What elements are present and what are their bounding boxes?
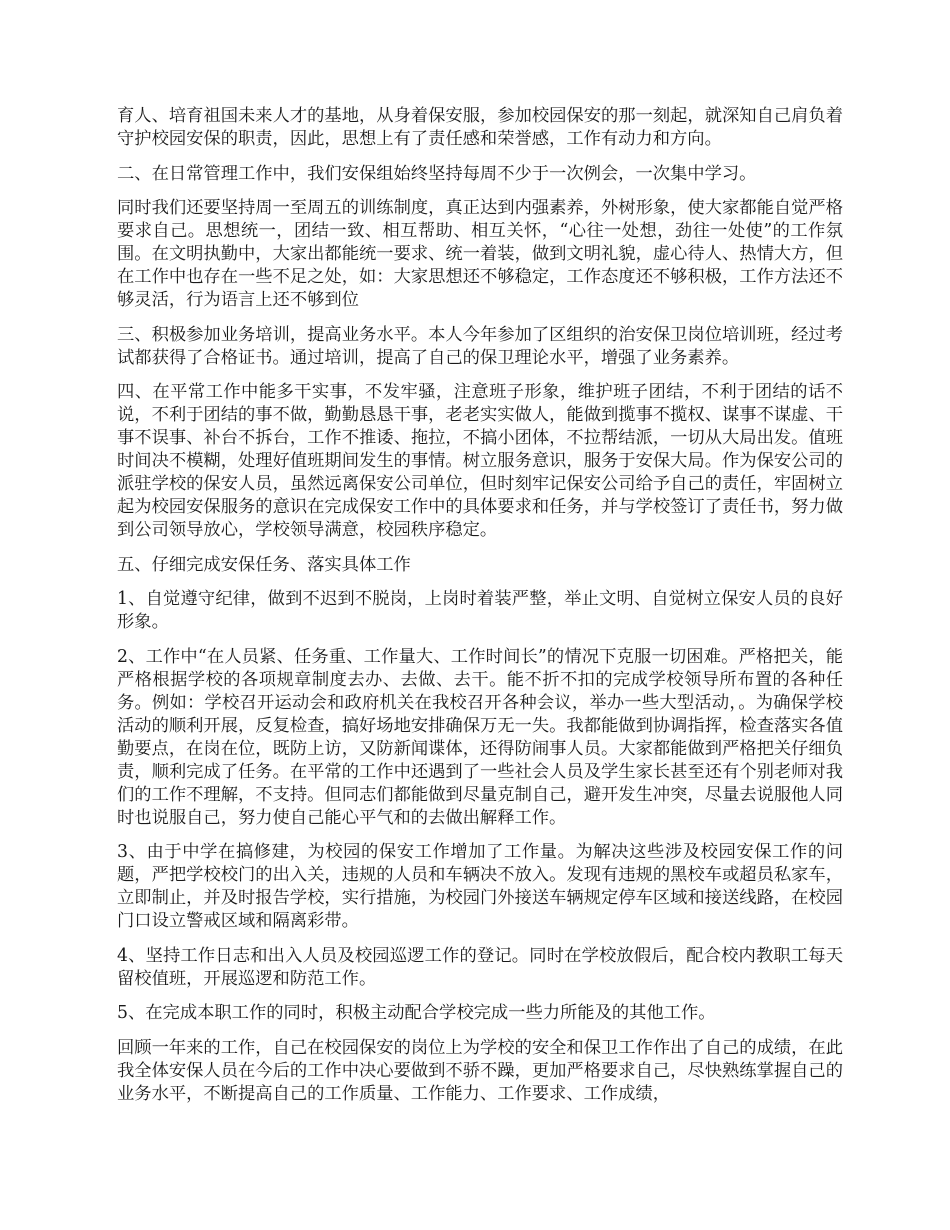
paragraph: 二、在日常管理工作中，我们安保组始终坚持每周不少于一次例会，一次集中学习。 [117,163,757,184]
paragraph: 同时我们还要坚持周一至周五的训练制度，真正达到内强素养，外树形象，使大家都能自觉严格要求自己。思想统一，团结一致、相互帮助、相互关怀，“心往一处想，劲往一处使”的工作氛围。在文明执勤中，大家出都能统一要求、统一着装，做到文明礼貌，虚心待人、热情大方，但在工作中也存在一些不足之处，如：大家思想还不够稳定，工作态度还不够积极，工作方法还不够灵活，行为语言上还不够到位 [117,198,843,310]
paragraph: 回顾一年来的工作，自己在校园保安的岗位上为学校的安全和保卫工作作出了自己的成绩，在此我全体安保人员在今后的工作中决心要做到不骄不躁，更加严格要求自己，尽快熟练掌握自己的业务水平，不断提高自己的工作质量、工作能力、工作要求、工作成绩， [117,1037,843,1104]
paragraph: 2、工作中“在人员紧、任务重、工作量大、工作时间长”的情况下克服一切困难。严格把关，能严格根据学校的各项规章制度去办、去做、去干。能不折不扣的完成学校领导所布置的各种任务。例如：学校召开运动会和政府机关在我校召开各种会议，举办一些大型活动，。为确保学校活动的顺利开展，反复检查，搞好场地安排确保万无一失。我都能做到协调指挥，检查落实各值勤要点，在岗在位，既防上访，又防新闻谍体，还得防闹事人员。大家都能做到严格把关仔细负责，顺利完成了任务。在平常的工作中还遇到了一些社会人员及学生家长甚至还有个别老师对我们的工作不理解，不支持。但同志们都能做到尽量克制自己，避开发生冲突，尽量去说服他人同时也说服自己，努力使自己能心平气和的去做出解释工作。 [117,646,843,828]
document-body [117,105,843,1117]
paragraph: 育人、培育祖国未来人才的基地，从身着保安服，参加校园保安的那一刻起，就深知自己肩负着守护校园安保的职责，因此，思想上有了责任感和荣誉感，工作有动力和方向。 [117,106,843,149]
paragraph: 5、在完成本职工作的同时，积极主动配合学校完成一些力所能及的其他工作。 [117,1003,716,1023]
section-heading: 五、仔细完成安保任务、落实具体工作 [117,554,411,575]
paragraph: 3、由于中学在搞修建，为校园的保安工作增加了工作量。为解决这些涉及校园安保工作的问题，严把学校校门的出入关，违规的人员和车辆决不放入。发现有违规的黑校车或超员私家车，立即制止，并及时报告学校，实行措施，为校园门外接送车辆规定停车区域和接送线路，在校园门口设立警戒区域和隔离彩带。 [117,842,843,931]
paragraph: 1、自觉遵守纪律，做到不迟到不脱岗，上岗时着装严整，举止文明、自觉树立保安人员的良好形象。 [117,589,843,632]
paragraph: 四、在平常工作中能多干实事，不发牢骚，注意班子形象，维护班子团结，不利于团结的话不说，不利于团结的事不做，勤勤恳恳干事，老老实实做人，能做到揽事不揽权、谋事不谋虚、干事不误事、补台不拆台，工作不推诿、拖拉，不搞小团体，不拉帮结派，一切从大局出发。值班时间决不模糊，处理好值班期间发生的事情。树立服务意识，服务于安保大局。作为保安公司的派驻学校的保安人员，虽然远离保安公司单位，但时刻牢记保安公司给予自己的责任，牢固树立起为校园安保服务的意识在完成保安工作中的具体要求和任务，并与学校签订了责任书，努力做到公司领导放心，学校领导满意，校园秩序稳定。 [117,382,843,540]
paragraph: 三、积极参加业务培训，提高业务水平。本人今年参加了区组织的治安保卫岗位培训班，经过考试都获得了合格证书。通过培训，提高了自己的保卫理论水平，增强了业务素养。 [117,324,843,368]
paragraph: 4、坚持工作日志和出入人员及校园巡逻工作的登记。同时在学校放假后，配合校内教职工每天留校值班，开展巡逻和防范工作。 [117,945,843,989]
